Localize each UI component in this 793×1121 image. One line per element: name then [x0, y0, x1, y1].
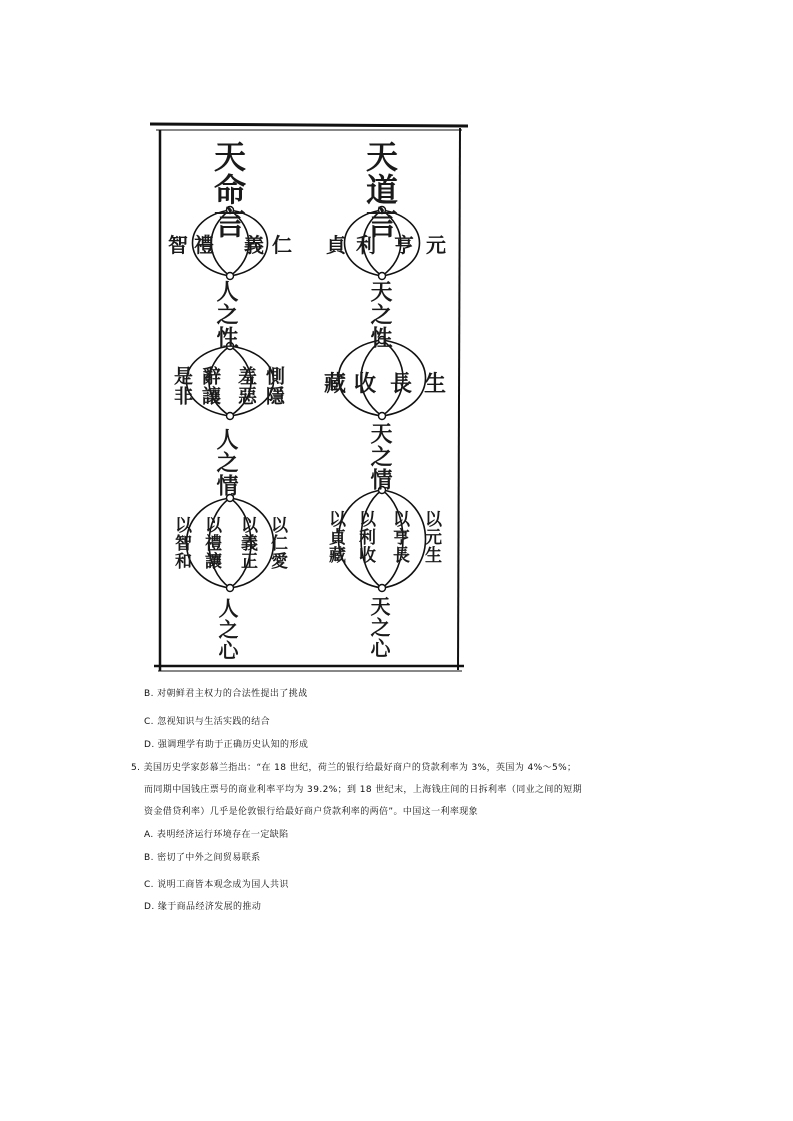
- left-mid2: 人之情: [213, 428, 239, 497]
- right-level2-0: 藏: [324, 371, 347, 397]
- q4-option-b: B. 对朝鲜君主权力的合法性提出了挑战: [144, 689, 308, 699]
- left-level2-2: 羞惡: [235, 366, 257, 406]
- right-level1-0: 貞: [326, 233, 346, 257]
- q5-option-b: B. 密切了中外之间贸易联系: [144, 853, 261, 863]
- left-level3-2: 以義正: [237, 516, 257, 570]
- left-level1-3: 仁: [272, 233, 292, 257]
- right-level2-1: 收: [354, 371, 377, 397]
- left-level1-2: 義: [244, 233, 264, 257]
- left-level3-3: 以仁愛: [267, 516, 287, 570]
- q4-option-c: C. 忽视知识与生活实践的结合: [144, 717, 271, 727]
- right-level2-3: 生: [424, 371, 447, 397]
- right-level1-2: 亨: [394, 233, 414, 257]
- left-title: 天命言: [209, 140, 247, 239]
- left-level2-3: 惻隱: [263, 366, 285, 406]
- right-title: 天道言: [361, 140, 399, 239]
- right-bottom: 天之心: [367, 596, 391, 659]
- right-level3-0: 以貞藏: [325, 510, 345, 564]
- right-level3-1: 以利收: [355, 510, 375, 564]
- q5-option-a: A. 表明经济运行环境存在一定缺陷: [144, 830, 289, 840]
- woodblock-diagram: [150, 118, 468, 678]
- left-level1-0: 智: [168, 233, 188, 257]
- left-mid1: 人之性: [213, 280, 239, 349]
- q5-stem-line2: 而同期中国钱庄票号的商业利率平均为 39.2%；到 18 世纪末，上海钱庄间的日拆利率（同业之间的短期: [144, 785, 583, 795]
- q4-option-d: D. 强调理学有助于正确历史认知的形成: [144, 740, 309, 750]
- left-level3-0: 以智和: [171, 516, 191, 570]
- left-level2-0: 是非: [171, 366, 193, 406]
- left-level2-1: 辭讓: [199, 366, 221, 406]
- right-level3-2: 以亨長: [389, 510, 409, 564]
- right-level3-3: 以元生: [421, 510, 441, 564]
- right-level2-2: 長: [390, 371, 413, 397]
- right-level1-1: 利: [356, 233, 376, 257]
- q5-option-d: D. 缘于商品经济发展的推动: [144, 902, 262, 912]
- q5-stem-line1: 5. 美国历史学家彭慕兰指出：“在 18 世纪，荷兰的银行给最好商户的贷款利率为 3%，英国为 4%～5%；: [131, 763, 577, 773]
- right-mid1: 天之性: [367, 280, 393, 349]
- right-level1-3: 元: [426, 233, 446, 257]
- left-level1-1: 禮: [194, 233, 214, 257]
- left-level3-1: 以禮讓: [201, 516, 221, 570]
- right-mid2: 天之情: [367, 422, 393, 491]
- q5-option-c: C. 说明工商皆本观念成为国人共识: [144, 880, 289, 890]
- left-bottom: 人之心: [215, 598, 239, 661]
- diagram-lines: [150, 118, 468, 678]
- q5-stem-line3: 资金借贷利率）几乎是伦敦银行给最好商户贷款利率的两倍”。中国这一利率现象: [144, 807, 479, 817]
